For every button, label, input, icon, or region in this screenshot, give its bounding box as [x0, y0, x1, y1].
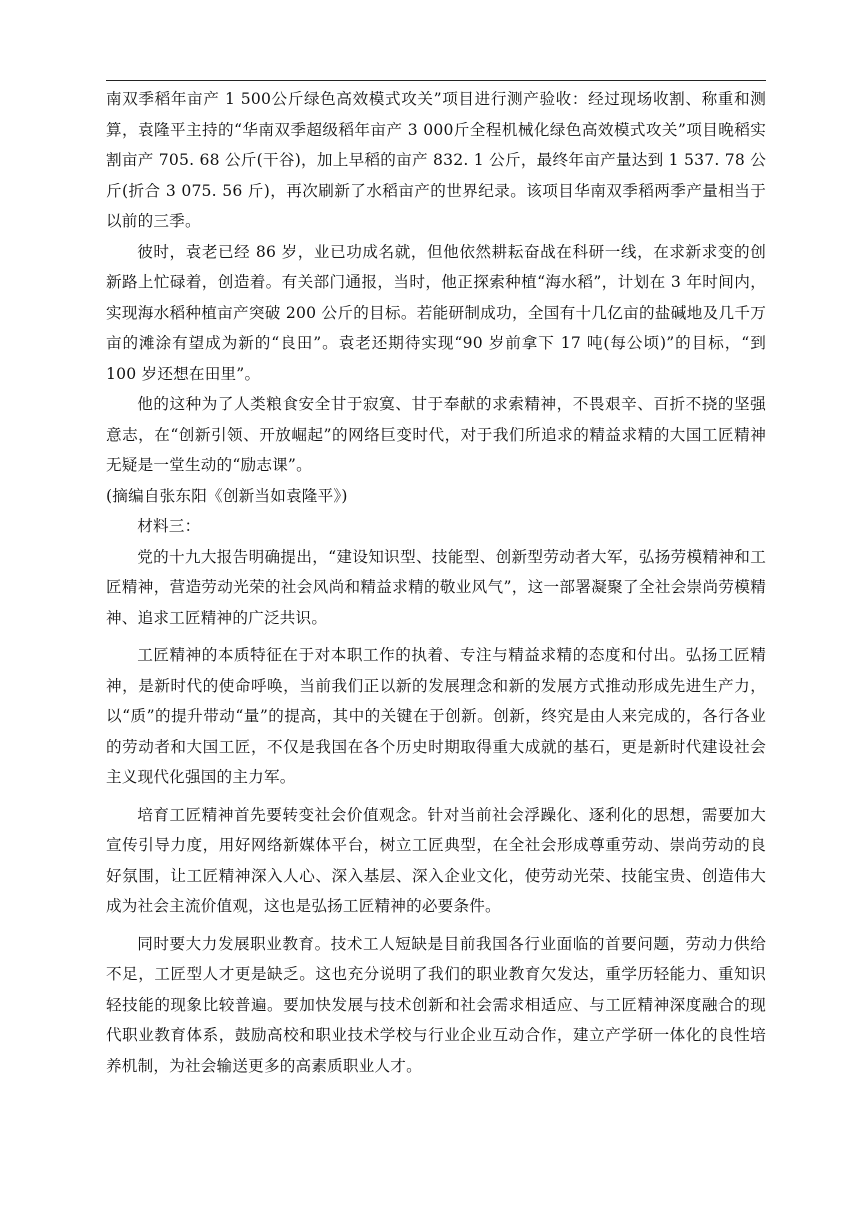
source-citation: (摘编自张东阳《创新当如袁隆平》) [106, 486, 348, 505]
paragraph-party-report: 党的十九大报告明确提出，“建设知识型、技能型、创新型劳动者大军，弘扬劳模精神和工匠精神，营造劳动光荣的社会风尚和精益求精的敬业风气”，这一部署凝聚了全社会崇尚劳模精神、追求工匠精神的广泛共识。 [106, 547, 766, 627]
paragraph-yuan-age: 彼时，袁老已经 86 岁，业已功成名就，但他依然耕耘奋战在科研一线，在求新求变的创新路上忙碌着，创造着。有关部门通报，当时，他正探索种植“海水稻”，计划在 3 年时间内，实现海水稻种植亩产突破 200 公斤的目标。若能研制成功，全国有十几亿亩的盐碱地及几千万亩的滩涂有望成为新的“良田”。袁老还期待实现“90 岁前拿下 17 吨(每公顷)”的目标，“到 100 岁还想在田里”。 [106, 242, 766, 383]
paragraph-spirit: 他的这种为了人类粮食安全甘于寂寞、甘于奉献的求索精神，不畏艰辛、百折不挠的坚强意志，在“创新引领、开放崛起”的网络巨变时代，对于我们所追求的精益求精的大国工匠精神无疑是一堂生动的“励志课”。 [106, 395, 766, 474]
paragraph-vocational-education: 同时要大力发展职业教育。技术工人短缺是目前我国各行业面临的首要问题，劳动力供给不足，工匠型人才更是缺乏。这也充分说明了我们的职业教育欠发达，重学历轻能力、重知识轻技能的现象比较普遍。要加快发展与技术创新和社会需求相适应、与工匠精神深度融合的现代职业教育体系，鼓励高校和职业技术学校与行业企业互动合作，建立产学研一体化的良性培养机制，为社会输送更多的高素质职业人才。 [106, 934, 766, 1075]
material-three-heading: 材料三： [137, 517, 201, 535]
paragraph-record-result: 南双季稻年亩产 1 500公斤绿色高效模式攻关”项目进行测产验收：经过现场收割、称重和测算，袁隆平主持的“华南双季超级稻年亩产 3 000斤全程机械化绿色高效模式攻关”项目晚稻实割亩产 705. 68 公斤(干谷)，加上早稻的亩产 832. 1 公斤，最终年亩产量达到 1 537. 78 公斤(折合 3 075. 56 斤)，再次刷新了水稻亩产的世界纪录。该项目华南双季稻两季产量相当于以前的三季。 [106, 90, 766, 230]
header-rule [106, 80, 766, 81]
paragraph-craftsman-essence: 工匠精神的本质特征在于对本职工作的执着、专注与精益求精的态度和付出。弘扬工匠精神，是新时代的使命呼唤，当前我们正以新的发展理念和新的发展方式推动形成先进生产力，以“质”的提升带动“量”的提高，其中的关键在于创新。创新，终究是由人来完成的，各行各业的劳动者和大国工匠，不仅是我国在各个历史时期取得重大成就的基石，更是新时代建设社会主义现代化强国的主力军。 [106, 646, 766, 786]
document-body [106, 84, 766, 1081]
paragraph-social-values: 培育工匠精神首先要转变社会价值观念。针对当前社会浮躁化、逐利化的思想，需要加大宣传引导力度，用好网络新媒体平台，树立工匠典型，在全社会形成尊重劳动、崇尚劳动的良好氛围，让工匠精神深入人心、深入基层、深入企业文化，使劳动光荣、技能宝贵、创造伟大成为社会主流价值观，这也是弘扬工匠精神的必要条件。 [106, 805, 766, 915]
